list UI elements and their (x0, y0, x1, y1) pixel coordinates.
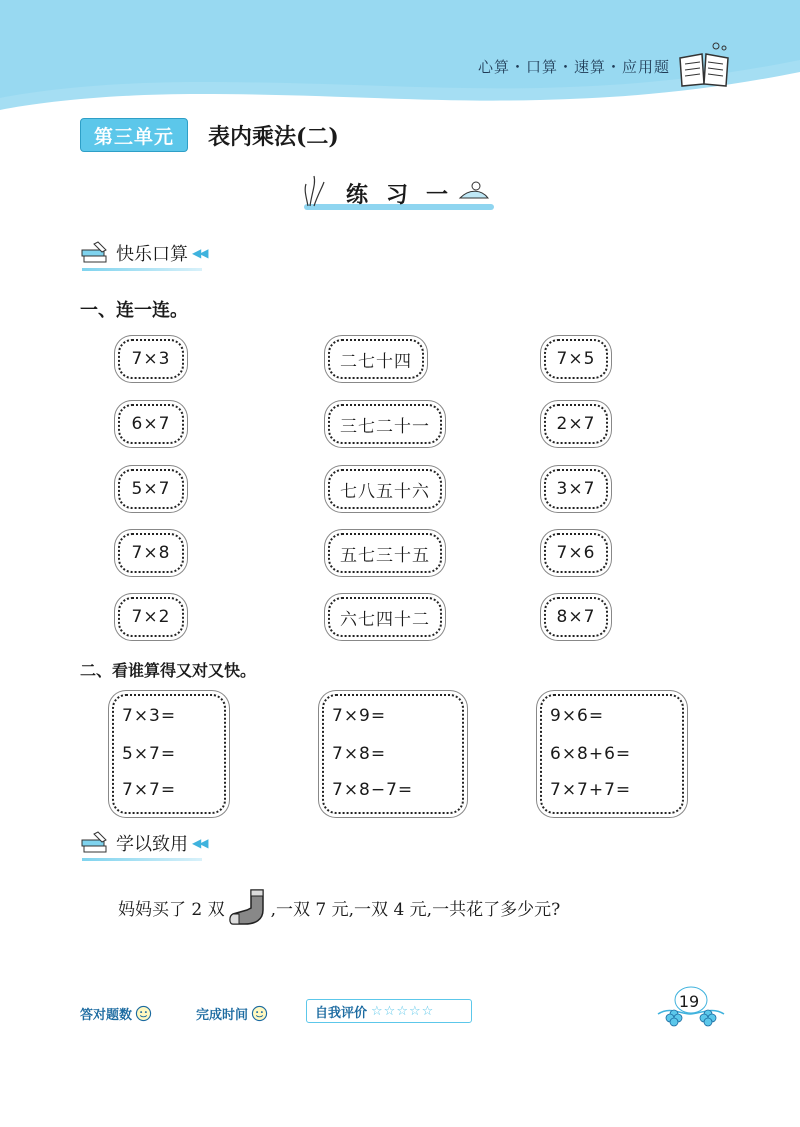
connect-left-1[interactable]: 7×3 (118, 339, 184, 379)
double-arrow-icon: ◀◀ (192, 246, 207, 260)
section-header-apply (80, 830, 206, 856)
word-problem (118, 888, 560, 926)
self-evaluation (306, 999, 472, 1023)
page-number: 19 (678, 992, 700, 1011)
connect-left-3[interactable]: 5×7 (118, 469, 184, 509)
self-eval-label: 自我评价 (315, 1005, 368, 1021)
calc-item[interactable]: 6×8+6= (550, 744, 632, 764)
connect-right-3[interactable]: 3×7 (544, 469, 608, 509)
double-arrow-icon: ◀◀ (192, 836, 207, 850)
calc-item[interactable]: 7×3= (122, 706, 177, 726)
open-book-icon (676, 40, 732, 90)
connect-middle-3[interactable]: 七八五十六 (328, 469, 442, 509)
connect-left-5[interactable]: 7×2 (118, 597, 184, 637)
connect-right-2[interactable]: 2×7 (544, 404, 608, 444)
section-apply-label: 学以致用 (116, 834, 188, 855)
rating-stars[interactable]: ☆☆☆☆☆ (371, 1003, 435, 1019)
calc-box-2 (322, 694, 464, 814)
unit-badge: 第三单元 (80, 118, 188, 152)
connect-left-4[interactable]: 7×8 (118, 533, 184, 573)
footer-correct-count (80, 1004, 152, 1023)
practice-title: 练习一 (346, 183, 467, 208)
calc-item[interactable]: 5×7= (122, 744, 177, 764)
time-used-label: 完成时间 (196, 1008, 249, 1023)
calc-item[interactable]: 7×8−7= (332, 780, 414, 800)
q1-title: 一、连一连。 (80, 300, 188, 321)
books-icon (80, 830, 110, 856)
calc-box-1 (112, 694, 226, 814)
section-underline (82, 268, 202, 271)
connect-right-4[interactable]: 7×6 (544, 533, 608, 573)
calc-item[interactable]: 7×8= (332, 744, 387, 764)
calc-box-3 (540, 694, 684, 814)
connect-middle-2[interactable]: 三七二十一 (328, 404, 442, 444)
section-header-oral (80, 240, 206, 266)
correct-count-label: 答对题数 (80, 1008, 133, 1023)
calc-item[interactable]: 7×7= (122, 780, 177, 800)
section-underline (82, 858, 202, 861)
calc-item[interactable]: 7×7+7= (550, 780, 632, 800)
calc-item[interactable]: 9×6= (550, 706, 605, 726)
unit-title: 表内乘法(二) (208, 124, 339, 150)
connect-middle-5[interactable]: 六七四十二 (328, 597, 442, 637)
connect-left-2[interactable]: 6×7 (118, 404, 184, 444)
q2-title: 二、看谁算得又对又快。 (80, 661, 257, 680)
connect-middle-1[interactable]: 二七十四 (328, 339, 424, 379)
word-problem-before: 妈妈买了 2 双 (118, 899, 225, 920)
connect-middle-4[interactable]: 五七三十五 (328, 533, 442, 573)
header-subjects: 心算・口算・速算・应用题 (478, 58, 671, 76)
books-icon (80, 240, 110, 266)
connect-right-5[interactable]: 8×7 (544, 597, 608, 637)
smiley-icon (135, 1005, 152, 1022)
sock-icon (227, 888, 269, 926)
footer-time-used (196, 1004, 268, 1023)
section-oral-label: 快乐口算 (116, 244, 188, 265)
word-problem-after: ,一双 7 元,一双 4 元,一共花了多少元? (270, 899, 561, 920)
connect-right-1[interactable]: 7×5 (544, 339, 608, 379)
calc-item[interactable]: 7×9= (332, 706, 387, 726)
smiley-icon (251, 1005, 268, 1022)
